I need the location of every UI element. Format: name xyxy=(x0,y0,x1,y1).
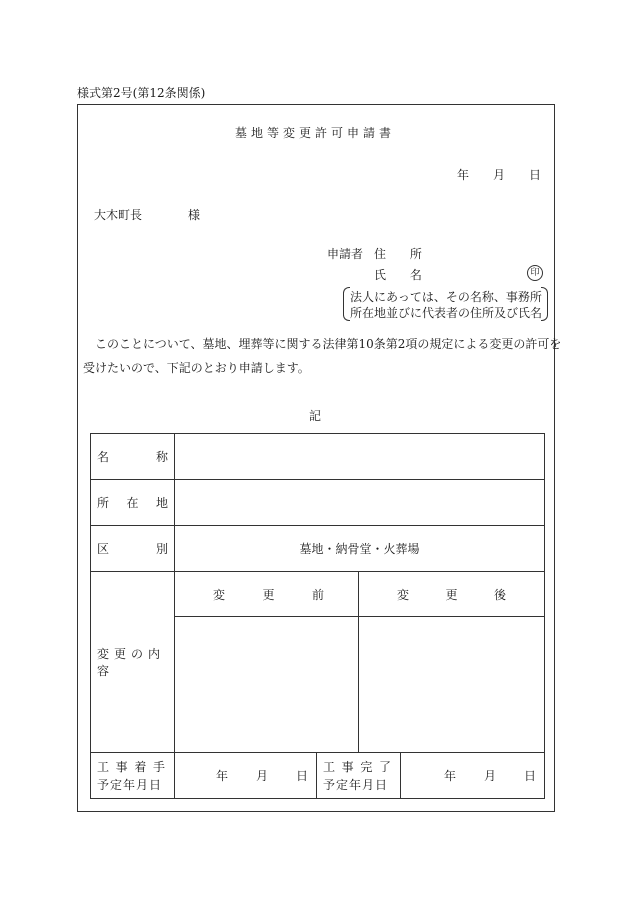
corporate-note-line1: 法人にあっては、その名称、事務所 xyxy=(350,290,542,304)
complete-month: 月 xyxy=(483,769,496,783)
row-location xyxy=(91,480,545,526)
start-char-4: 手 xyxy=(152,759,165,774)
name-label-cell xyxy=(91,434,175,480)
before-value-cell[interactable] xyxy=(175,617,359,753)
bracket-left xyxy=(343,287,350,321)
form-number-label: 様式第2号(第12条関係) xyxy=(77,86,206,100)
after-char-3: 後 xyxy=(493,587,506,602)
application-table xyxy=(90,433,545,799)
row-category xyxy=(91,526,545,572)
start-day: 日 xyxy=(295,769,308,783)
applicant-role: 申請者 xyxy=(327,247,364,261)
category-value-cell[interactable]: 墓地・納骨堂・火葬場 xyxy=(175,526,545,572)
row-schedule xyxy=(91,753,545,799)
before-header-cell xyxy=(175,572,359,617)
location-label-b: 在 xyxy=(126,496,139,510)
complete-char-3: 完 xyxy=(360,759,373,774)
before-char-2: 更 xyxy=(262,587,275,602)
start-char-2: 事 xyxy=(115,759,128,774)
bracket-right xyxy=(541,287,548,321)
form-title: 墓地等変更許可申請書 xyxy=(234,126,395,140)
name-value-cell[interactable] xyxy=(175,434,545,480)
location-value-cell[interactable] xyxy=(175,480,545,526)
date-year-label: 年 xyxy=(457,168,470,182)
name-label-a: 名 xyxy=(97,450,110,464)
before-char-1: 変 xyxy=(213,587,226,602)
addressee-name: 大木町長 xyxy=(94,208,143,222)
complete-day: 日 xyxy=(523,769,536,783)
location-label-a: 所 xyxy=(97,496,110,510)
category-label-b: 別 xyxy=(155,542,168,556)
complete-date-cell[interactable] xyxy=(401,753,545,799)
ki-heading: 記 xyxy=(308,409,321,423)
date-day-label: 日 xyxy=(529,168,542,182)
row-name xyxy=(91,434,545,480)
start-year: 年 xyxy=(215,769,228,783)
complete-year: 年 xyxy=(443,769,456,783)
start-char-1: 工 xyxy=(97,759,110,774)
row-change-header xyxy=(91,572,545,617)
complete-label-cell xyxy=(317,753,401,799)
before-char-3: 前 xyxy=(311,587,324,602)
complete-char-2: 事 xyxy=(341,759,354,774)
after-header-cell xyxy=(359,572,545,617)
complete-line2: 予定年月日 xyxy=(323,777,389,792)
seal-mark: 印 xyxy=(527,265,543,281)
addressee-honorific: 様 xyxy=(188,208,201,222)
after-char-2: 更 xyxy=(445,587,458,602)
applicant-name-label: 氏 名 xyxy=(374,268,432,282)
after-char-1: 変 xyxy=(397,587,410,602)
body-text-line1: このことについて、墓地、埋葬等に関する法律第10条第2項の規定による変更の許可を xyxy=(95,337,562,351)
start-month: 月 xyxy=(255,769,268,783)
date-month-label: 月 xyxy=(493,168,506,182)
corporate-note-line2: 所在地並びに代表者の住所及び氏名 xyxy=(350,306,543,320)
name-label-b: 称 xyxy=(155,450,168,464)
location-label-cell xyxy=(91,480,175,526)
category-label-cell xyxy=(91,526,175,572)
start-label-cell xyxy=(91,753,175,799)
start-char-3: 着 xyxy=(134,759,147,774)
change-content-label: 変更の内容 xyxy=(97,647,166,678)
after-value-cell[interactable] xyxy=(359,617,545,753)
start-line2: 予定年月日 xyxy=(97,777,163,792)
category-label-a: 区 xyxy=(97,542,110,556)
change-content-label-cell xyxy=(91,572,175,753)
body-text-line2: 受けたいので、下記のとおり申請します。 xyxy=(83,361,310,375)
applicant-address-label: 住 所 xyxy=(374,247,432,261)
location-label-c: 地 xyxy=(155,496,168,510)
complete-char-1: 工 xyxy=(323,759,336,774)
start-date-cell[interactable] xyxy=(175,753,317,799)
complete-char-4: 了 xyxy=(378,759,391,774)
